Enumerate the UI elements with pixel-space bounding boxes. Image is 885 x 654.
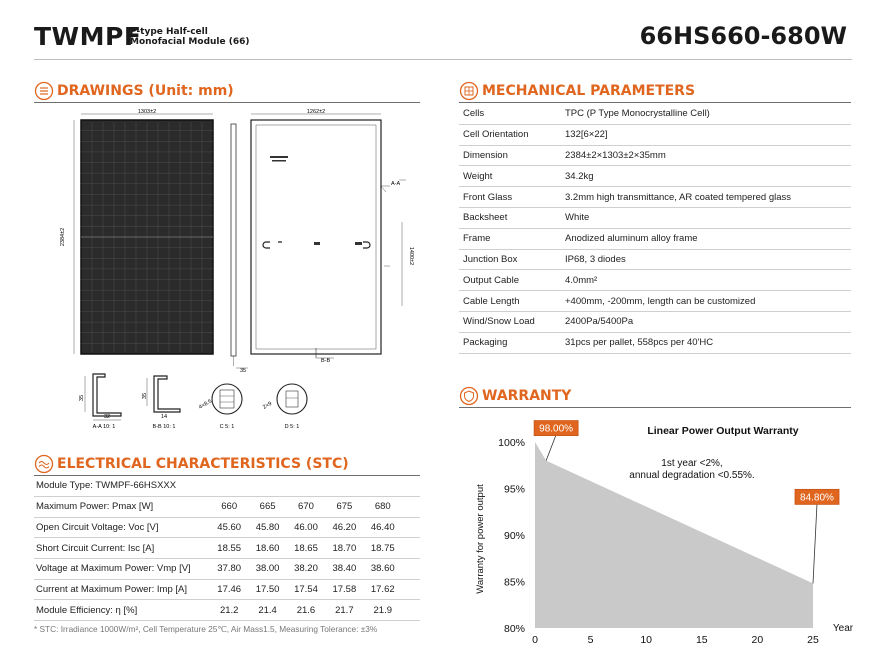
x-tick-label: 25 — [807, 634, 819, 646]
module-technical-drawing — [34, 106, 424, 440]
electrical-key: Current at Maximum Power: Imp [A] — [36, 584, 187, 596]
mechanical-value: 31pcs per pallet, 558pcs per 40'HC — [565, 337, 714, 349]
electrical-value: 675 — [336, 501, 353, 513]
chart-annotation-line-2: annual degradation <0.55%. — [629, 470, 755, 481]
dim-detail-d: 2×9 — [262, 400, 274, 411]
x-tick-label: 0 — [532, 634, 538, 646]
y-tick-label: 85% — [503, 576, 525, 589]
y-axis-ticks — [498, 437, 525, 635]
drawings-title-text: DRAWINGS (Unit: mm) — [57, 83, 234, 99]
chart-title: Linear Power Output Warranty — [647, 425, 799, 437]
electrical-section-title — [34, 454, 349, 474]
mechanical-row — [459, 125, 851, 146]
mechanical-key: Frame — [463, 233, 491, 245]
model-number: 66HS660-680W — [639, 22, 847, 50]
mechanical-row — [459, 187, 851, 208]
mechanical-value: 2400Pa/5400Pa — [565, 316, 634, 328]
electrical-value: 45.60 — [217, 522, 242, 534]
front-view — [74, 114, 213, 354]
warranty-section-title — [459, 386, 571, 406]
mechanical-value: 2384±2×1303±2×35mm — [565, 149, 666, 161]
section-b — [147, 376, 180, 412]
mechanical-key: Junction Box — [463, 253, 518, 265]
x-tick-label: 20 — [751, 634, 764, 646]
detail-d-label: D 5: 1 — [284, 424, 300, 430]
y-tick-label: 95% — [503, 483, 525, 496]
dim-height: 2384±2 — [60, 227, 66, 247]
mechanical-key: Packaging — [463, 337, 508, 349]
callout-label: 98.00% — [539, 423, 574, 435]
mechanical-value: White — [565, 212, 590, 224]
electrical-key: Module Efficiency: η [%] — [36, 604, 138, 616]
dim-section-b-height: 35 — [142, 392, 148, 400]
electrical-value: 17.62 — [370, 584, 395, 596]
electrical-key: Open Circuit Voltage: Voc [V] — [36, 522, 159, 534]
warranty-title-text: WARRANTY — [482, 388, 572, 404]
brand-name: TWMPF — [34, 22, 142, 51]
mechanical-key: Backsheet — [463, 212, 508, 224]
mechanical-row — [459, 166, 851, 187]
mechanical-value: IP68, 3 diodes — [565, 253, 626, 265]
mechanical-value: 3.2mm high transmittance, AR coated tempered glass — [565, 191, 792, 203]
x-axis-ticks — [532, 634, 819, 646]
back-view — [251, 114, 406, 358]
y-axis-label: Warranty for power output — [475, 484, 486, 594]
mechanical-key: Output Cable — [463, 274, 519, 286]
mechanical-key: Dimension — [463, 149, 508, 161]
electrical-row — [34, 580, 420, 601]
dim-section-a-height: 35 — [79, 394, 85, 402]
mechanical-row — [459, 291, 851, 312]
mechanical-value: +400mm, -200mm, length can be customized — [565, 295, 756, 307]
dim-side: 35 — [240, 368, 247, 374]
mechanical-key: Front Glass — [463, 191, 513, 203]
mechanical-title-text: MECHANICAL PARAMETERS — [482, 83, 696, 99]
dim-back-width: 1262±2 — [306, 109, 326, 115]
solar-panel-icon — [459, 81, 479, 101]
y-tick-label: 80% — [503, 623, 525, 635]
mechanical-row — [459, 333, 851, 354]
electrical-row — [34, 538, 420, 559]
electrical-value: 37.80 — [217, 563, 242, 575]
electrical-value: 38.60 — [370, 563, 395, 575]
detail-c-label: C 5: 1 — [219, 424, 235, 430]
mechanical-row — [459, 104, 851, 125]
electrical-value: 18.70 — [332, 542, 357, 554]
warranty-title-rule — [459, 407, 851, 408]
electrical-wave-icon — [34, 454, 54, 474]
warranty-chart — [459, 410, 859, 654]
callout-leader — [546, 435, 556, 461]
electrical-row — [34, 518, 420, 539]
mechanical-value: Anodized aluminum alloy frame — [565, 233, 698, 245]
mechanical-key: Wind/Snow Load — [463, 316, 535, 328]
electrical-value: 46.00 — [294, 522, 318, 534]
electrical-value: 21.6 — [296, 604, 316, 616]
dim-mount: 1400±2 — [408, 246, 414, 266]
electrical-value: 680 — [374, 501, 391, 513]
electrical-row — [34, 559, 420, 580]
electrical-key: Maximum Power: Pmax [W] — [36, 501, 154, 513]
stc-footnote: * STC: Irradiance 1000W/m², Cell Temperature 25℃, Air Mass1.5, Measuring Tolerance: ±3% — [34, 624, 378, 634]
electrical-value: 665 — [259, 501, 276, 513]
electrical-key: Short Circuit Current: Isc [A] — [36, 542, 155, 554]
electrical-value: 38.40 — [332, 563, 357, 575]
module-type: Module Type: TWMPF-66HSXXX — [36, 480, 177, 492]
electrical-row — [34, 497, 420, 518]
drawing-list-icon — [34, 81, 54, 101]
dim-detail-c: 4×8.5 — [198, 398, 214, 411]
electrical-value: 17.46 — [217, 584, 242, 596]
dim-section-a-width: 32 — [103, 414, 111, 420]
product-subtitle — [130, 27, 250, 47]
subtitle-line-2: Monofacial Module (66) — [130, 37, 250, 47]
label-b: B-B — [321, 358, 331, 364]
label-a: A-A — [391, 181, 401, 187]
electrical-value: 21.4 — [258, 604, 277, 616]
electrical-value: 18.55 — [217, 542, 242, 554]
mechanical-value: 4.0mm² — [565, 274, 598, 286]
electrical-value: 46.40 — [370, 522, 395, 534]
electrical-value: 38.20 — [294, 563, 318, 575]
mechanical-row — [459, 208, 851, 229]
mechanical-title-rule — [459, 102, 851, 103]
mechanical-value: 132[6×22] — [565, 129, 608, 141]
side-view — [231, 124, 248, 368]
detail-c — [212, 384, 242, 414]
electrical-title-text: ELECTRICAL CHARACTERISTICS (STC) — [57, 456, 349, 472]
mechanical-key: Cells — [463, 108, 485, 120]
callout-leader — [813, 503, 817, 583]
callout-label: 84.80% — [800, 492, 834, 504]
section-b-label: B-B 10: 1 — [152, 424, 176, 430]
x-tick-label: 10 — [640, 634, 653, 646]
x-tick-label: 15 — [695, 634, 708, 646]
electrical-value: 38.00 — [255, 563, 280, 575]
mechanical-section-title — [459, 81, 695, 101]
chart-annotation: 1st year <2%, — [661, 458, 723, 469]
mechanical-row — [459, 229, 851, 250]
mechanical-value: 34.2kg — [565, 170, 594, 182]
mechanical-row — [459, 270, 851, 291]
mechanical-value: TPC (P Type Monocrystalline Cell) — [565, 108, 710, 120]
dim-section-b-width: 14 — [160, 414, 168, 420]
mechanical-key: Cable Length — [463, 295, 520, 307]
mechanical-row — [459, 250, 851, 271]
electrical-value: 670 — [298, 501, 314, 513]
module-type-row — [34, 476, 420, 497]
drawings-section-title — [34, 81, 234, 101]
y-tick-label: 90% — [503, 530, 525, 542]
electrical-key: Voltage at Maximum Power: Vmp [V] — [36, 563, 191, 575]
drawings-title-rule — [34, 102, 420, 103]
mechanical-row — [459, 146, 851, 167]
detail-d — [277, 384, 307, 414]
x-tick-label: 5 — [587, 634, 594, 646]
shield-check-icon — [459, 386, 479, 406]
header-divider — [34, 59, 852, 60]
subtitle-line-1: P-type Half-cell — [130, 27, 208, 37]
dim-front-width: 1303±2 — [137, 109, 157, 115]
mechanical-key: Weight — [463, 170, 493, 182]
y-tick-label: 100% — [498, 437, 525, 449]
x-axis-label: Year — [832, 623, 854, 634]
electrical-value: 18.75 — [370, 542, 395, 554]
electrical-value: 17.58 — [332, 584, 357, 596]
electrical-value: 660 — [221, 501, 238, 513]
electrical-value: 21.9 — [373, 604, 392, 616]
mechanical-key: Cell Orientation — [463, 129, 529, 141]
mechanical-row — [459, 312, 851, 333]
electrical-row — [34, 601, 420, 622]
electrical-value: 18.65 — [294, 542, 318, 554]
electrical-value: 17.50 — [255, 584, 280, 596]
electrical-value: 45.80 — [255, 522, 280, 534]
electrical-value: 18.60 — [255, 542, 280, 554]
electrical-value: 46.20 — [332, 522, 357, 534]
electrical-value: 21.7 — [335, 604, 354, 616]
electrical-value: 21.2 — [219, 604, 239, 616]
electrical-value: 17.54 — [294, 584, 318, 596]
section-a-label: A-A 10: 1 — [92, 424, 116, 430]
